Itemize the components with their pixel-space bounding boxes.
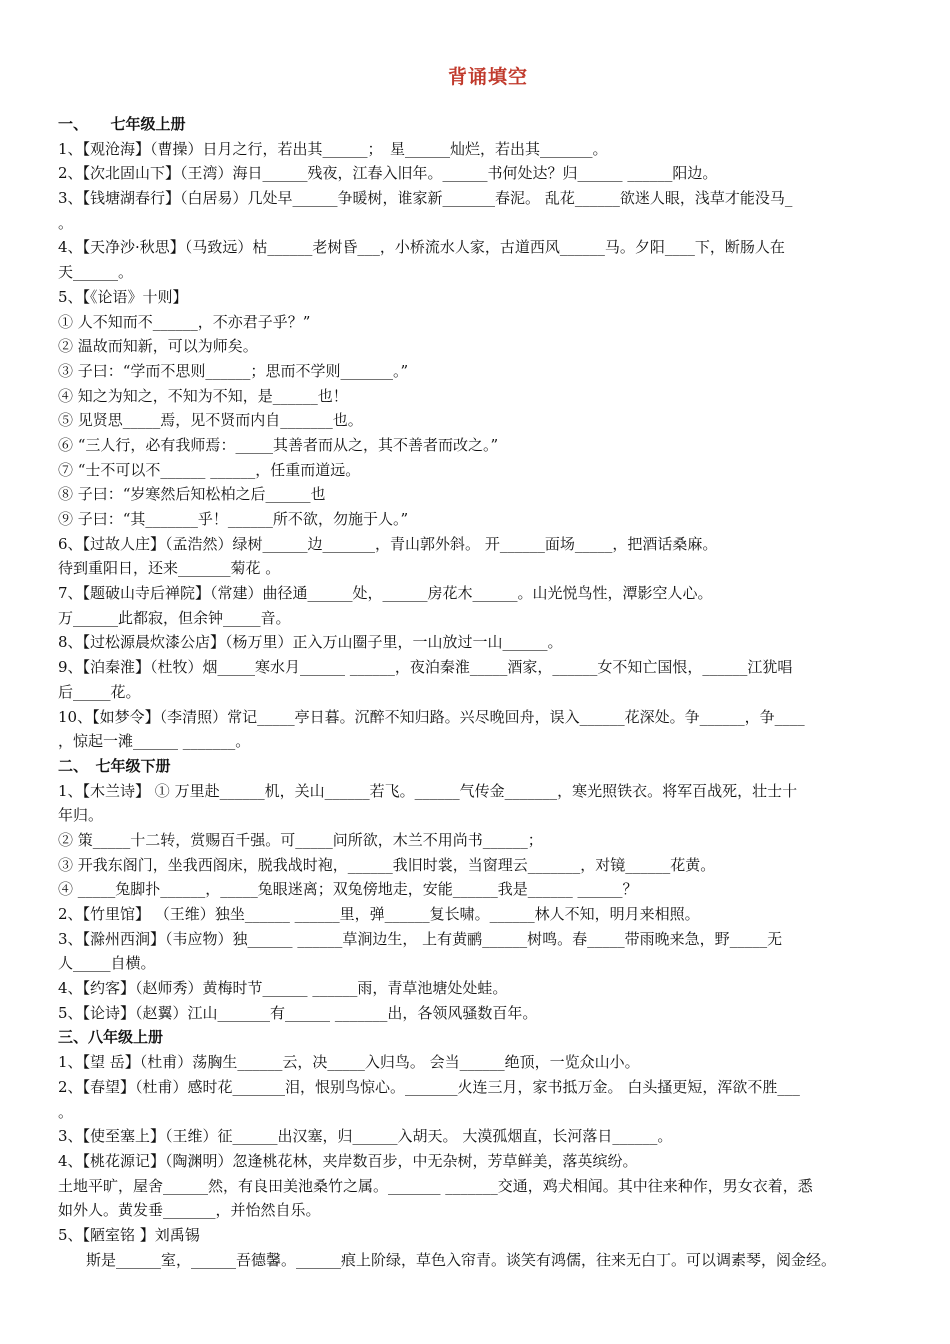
text-line: 土地平旷，屋舍______然，有良田美池桑竹之属。_______ _______交通，鸡犬相闻。其中往来种作，男女衣着，悉 (58, 1176, 813, 1195)
text-line: 后_____花。 (58, 682, 141, 701)
text-line: 9、【泊秦淮】（杜牧）烟_____寒水月______ ______，夜泊秦淮_____酒家，______女不知亡国恨，______江犹唱 (58, 658, 793, 677)
text-line: 5、【《论语》十则】 (58, 287, 188, 306)
text-line: 8、【过松源晨炊漆公店】（杨万里）正入万山圈子里，一山放过一山______。 (58, 633, 563, 652)
text-line: ③ 子曰：“学而不思则______；思而不学则_______。” (58, 361, 409, 380)
document-body (58, 112, 918, 1272)
text-line: 3、【使至塞上】（王维）征______出汉塞，归______入胡天。 大漠孤烟直，长河落日______。 (58, 1127, 673, 1146)
text-line: 2、【春望】（杜甫）感时花_______泪，恨别鸟惊心。_______火连三月，家书抵万金。 白头搔更短，浑欲不胜___ (58, 1077, 800, 1096)
text-line: ⑥ “三人行，必有我师焉：_____其善者而从之，其不善者而改之。” (58, 435, 499, 454)
text-line: 3、【滁州西涧】（韦应物）独______ ______草涧边生， 上有黄鹂______树鸣。春_____带雨晚来急，野_____无 (58, 929, 783, 948)
text-line: 万______此都寂，但余钟_____音。 (58, 608, 291, 627)
text-line: ① 人不知而不______，不亦君子乎？” (58, 312, 311, 331)
text-line: 7、【题破山寺后禅院】（常建）曲径通______处，______房花木______。山光悦鸟性，潭影空人心。 (58, 584, 713, 603)
text-line: ⑨ 子曰：“其_______乎！______所不欲，勿施于人。” (58, 510, 409, 528)
text-line: ② 策_____十二转，赏赐百千强。可_____问所欲，木兰不用尚书______； (58, 830, 543, 849)
text-line: 4、【天净沙·秋思】（马致远）枯______老树昏___，小桥流水人家，古道西风______马。夕阳____下，断肠人在 (58, 238, 785, 257)
text-line: 3、【钱塘湖春行】（白居易）几处早______争暖树，谁家新_______春泥。 乱花______欲迷人眼，浅草才能没马_ (58, 189, 793, 208)
text-line: ③ 开我东阁门，坐我西阁床，脱我战时袍，______我旧时裳，当窗理云_______，对镜______花黄。 (58, 855, 716, 874)
text-line: 。 (58, 1102, 74, 1121)
text-line: 6、【过故人庄】（孟浩然）绿树______边_______，青山郭外斜。 开______面场_____，把酒话桑麻。 (58, 534, 718, 553)
page-title: 背诵填空 (447, 66, 528, 88)
text-line: ② 温故而知新，可以为师矣。 (58, 337, 258, 356)
text-line: 人_____自横。 (58, 954, 156, 973)
text-line: ⑦ “士不可以不______ ______，任重而道远。 (58, 460, 361, 479)
text-line: 1、【望 岳】（杜甫）荡胸生______云，决_____入归鸟。 会当______绝顶，一览众山小。 (58, 1053, 640, 1072)
text-line: ④ 知之为知之，不知为不知，是______也！ (58, 386, 348, 405)
text-line: 5、【论诗】（赵翼）江山_______有______ _______出，各领风骚数百年。 (58, 1003, 538, 1022)
text-line: ④ _____兔脚扑______，_____兔眼迷离；双兔傍地走，安能______我是______ ______？ (58, 880, 638, 899)
section-heading: 二、 七年级下册 (58, 756, 171, 775)
text-line: 4、【约客】（赵师秀）黄梅时节______ ______雨，青草池塘处处蛙。 (58, 979, 508, 998)
text-line: 待到重阳日，还来_______菊花 。 (58, 559, 281, 578)
text-line: 天______。 (58, 263, 134, 282)
text-line: ，惊起一滩______ _______。 (58, 732, 251, 751)
text-line: 10、【如梦令】（李清照）常记_____亭日暮。沉醉不知归路。兴尽晚回舟，误入______花深处。争______，争____ (58, 707, 805, 726)
section-heading: 三、八年级上册 (58, 1028, 164, 1047)
text-line: 1、【木兰诗】 ① 万里赴______机，关山______若飞。______气传金_______，寒光照铁衣。将军百战死，壮士十 (58, 781, 798, 800)
text-line: 。 (58, 213, 74, 232)
text-line: 2、【竹里馆】 （王维）独坐______ ______里，弹______复长啸。______林人不知，明月来相照。 (58, 905, 700, 923)
text-line: 年归。 (58, 806, 104, 825)
text-line: 斯是______室，______吾德馨。______痕上阶绿，草色入帘青。谈笑有鸿儒，往来无白丁。可以调素琴，阅金经。 (86, 1250, 837, 1269)
text-line: ⑤ 见贤思_____焉，见不贤而内自_______也。 (58, 411, 363, 430)
text-line: 5、【陋室铭 】刘禹锡 (58, 1225, 200, 1244)
text-line: 1、【观沧海】（曹操）日月之行，若出其______； 星______灿烂，若出其_______。 (58, 139, 608, 158)
section-heading: 一、 七年级上册 (58, 115, 186, 133)
text-line: 4、【桃花源记】（陶渊明）忽逢桃花林，夹岸数百步，中无杂树，芳草鲜美，落英缤纷。 (58, 1151, 638, 1170)
text-line: 如外人。黄发垂_______，并怡然自乐。 (58, 1201, 321, 1220)
text-line: 2、【次北固山下】（王湾）海日______残夜，江春入旧年。______书何处达？归______ ______阳边。 (58, 164, 718, 183)
text-line: ⑧ 子曰：“岁寒然后知松柏之后______也 (58, 485, 326, 504)
